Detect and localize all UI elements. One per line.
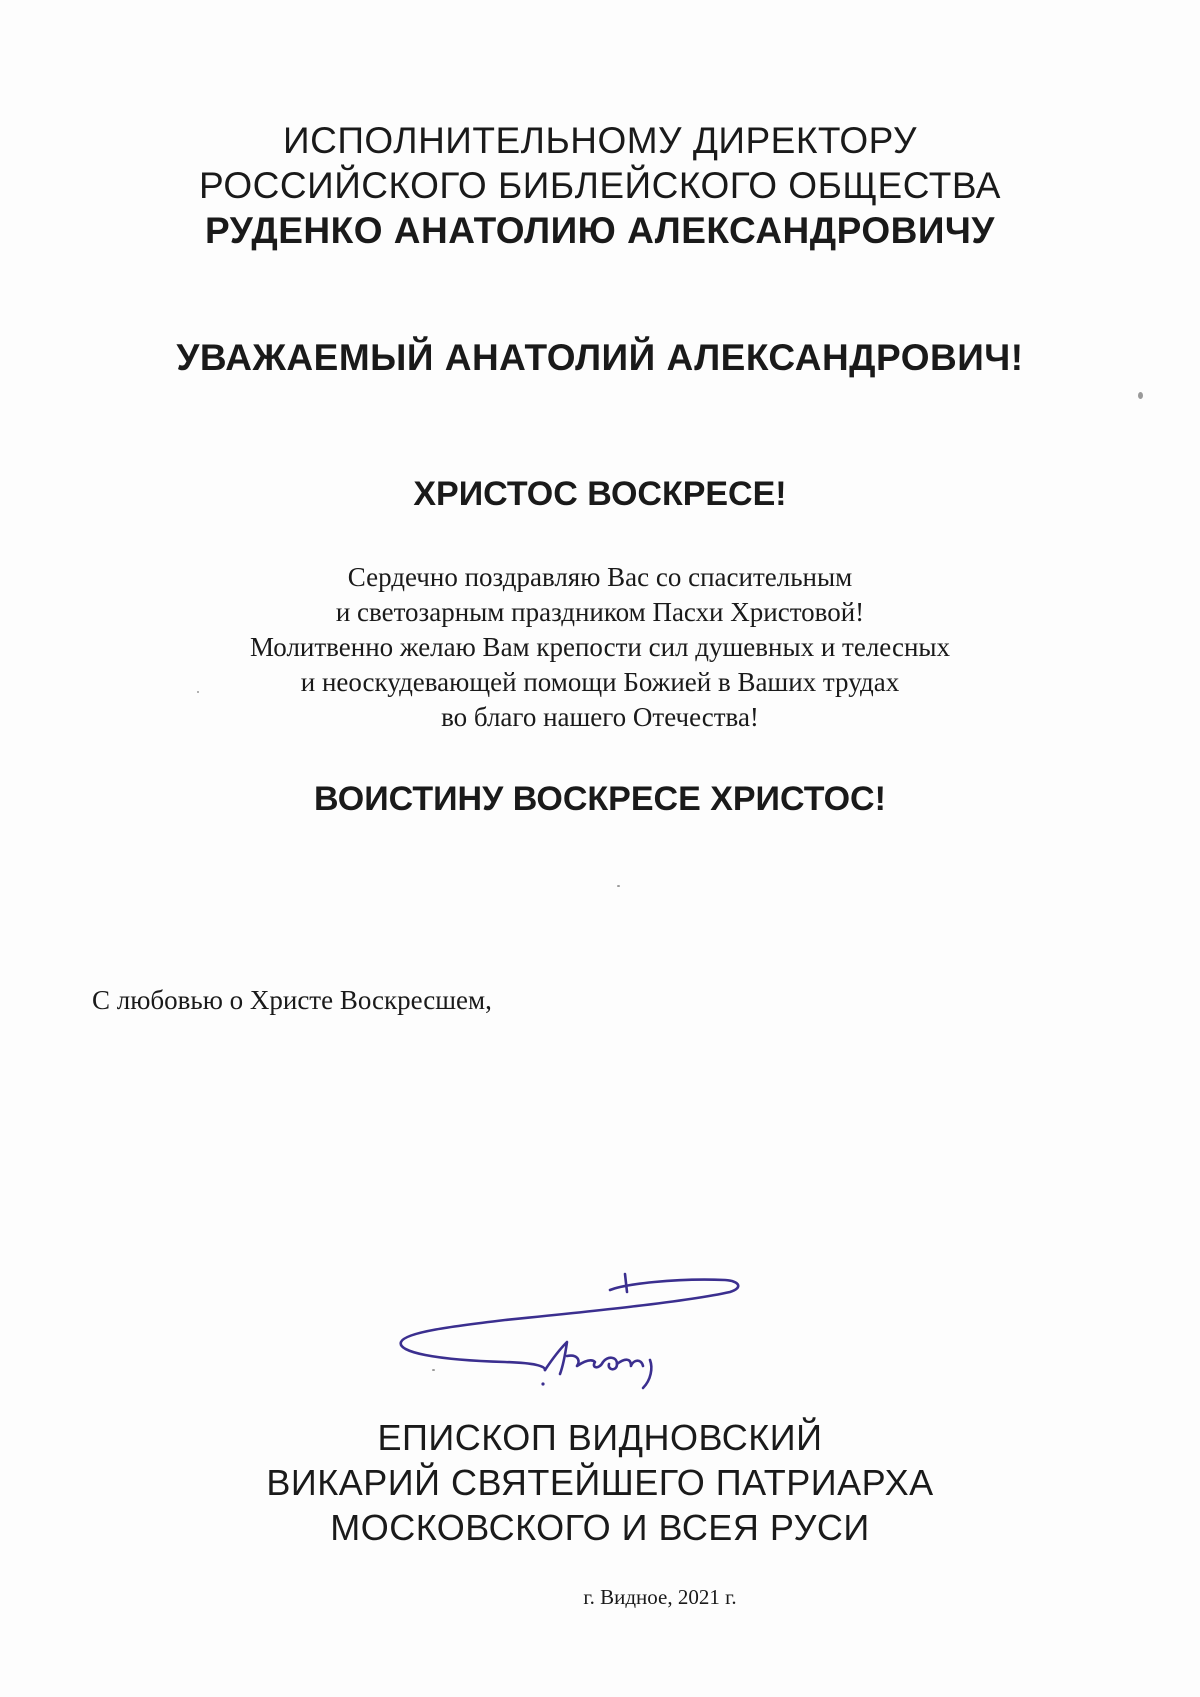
salutation: УВАЖАЕМЫЙ АНАТОЛИЙ АЛЕКСАНДРОВИЧ! bbox=[176, 337, 1024, 378]
signer-patriarchate: МОСКОВСКОГО И ВСЕЯ РУСИ bbox=[330, 1507, 870, 1548]
signer-role: ВИКАРИЙ СВЯТЕЙШЕГО ПАТРИАРХА bbox=[266, 1462, 934, 1503]
body-line: и светозарным праздником Пасхи Христовой! bbox=[335, 597, 865, 627]
handwritten-signature bbox=[395, 1270, 755, 1390]
signature-strokes bbox=[401, 1274, 738, 1388]
signer-title: ЕПИСКОП ВИДНОВСКИЙ bbox=[377, 1417, 823, 1458]
body-line: и неоскудевающей помощи Божией в Ваших трудах bbox=[300, 667, 900, 697]
closing-phrase: С любовью о Христе Воскресшем, bbox=[92, 985, 492, 1015]
paper-speck bbox=[1138, 392, 1143, 399]
body-line: Молитвенно желаю Вам крепости сил душевных и телесных bbox=[249, 632, 951, 662]
signature-dot bbox=[541, 1382, 544, 1385]
place-and-date: г. Видное, 2021 г. bbox=[583, 1585, 737, 1609]
addressee-name: РУДЕНКО АНАТОЛИЮ АЛЕКСАНДРОВИЧУ bbox=[205, 210, 995, 251]
addressee-organization: РОССИЙСКОГО БИБЛЕЙСКОГО ОБЩЕСТВА bbox=[199, 165, 1001, 206]
signer-block bbox=[0, 1415, 1200, 1550]
easter-greeting: ХРИСТОС ВОСКРЕСЕ! bbox=[413, 475, 787, 513]
easter-response: ВОИСТИНУ ВОСКРЕСЕ ХРИСТОС! bbox=[314, 780, 886, 818]
body-line: во благо нашего Отечества! bbox=[441, 702, 759, 732]
body-line: Сердечно поздравляю Вас со спасительным bbox=[347, 562, 853, 592]
letter-body bbox=[0, 560, 1200, 735]
paper-speck bbox=[432, 1369, 435, 1371]
paper-speck bbox=[197, 691, 199, 693]
addressee-block bbox=[0, 118, 1200, 253]
addressee-title: ИСПОЛНИТЕЛЬНОМУ ДИРЕКТОРУ bbox=[283, 120, 917, 161]
paper-speck bbox=[617, 885, 620, 887]
